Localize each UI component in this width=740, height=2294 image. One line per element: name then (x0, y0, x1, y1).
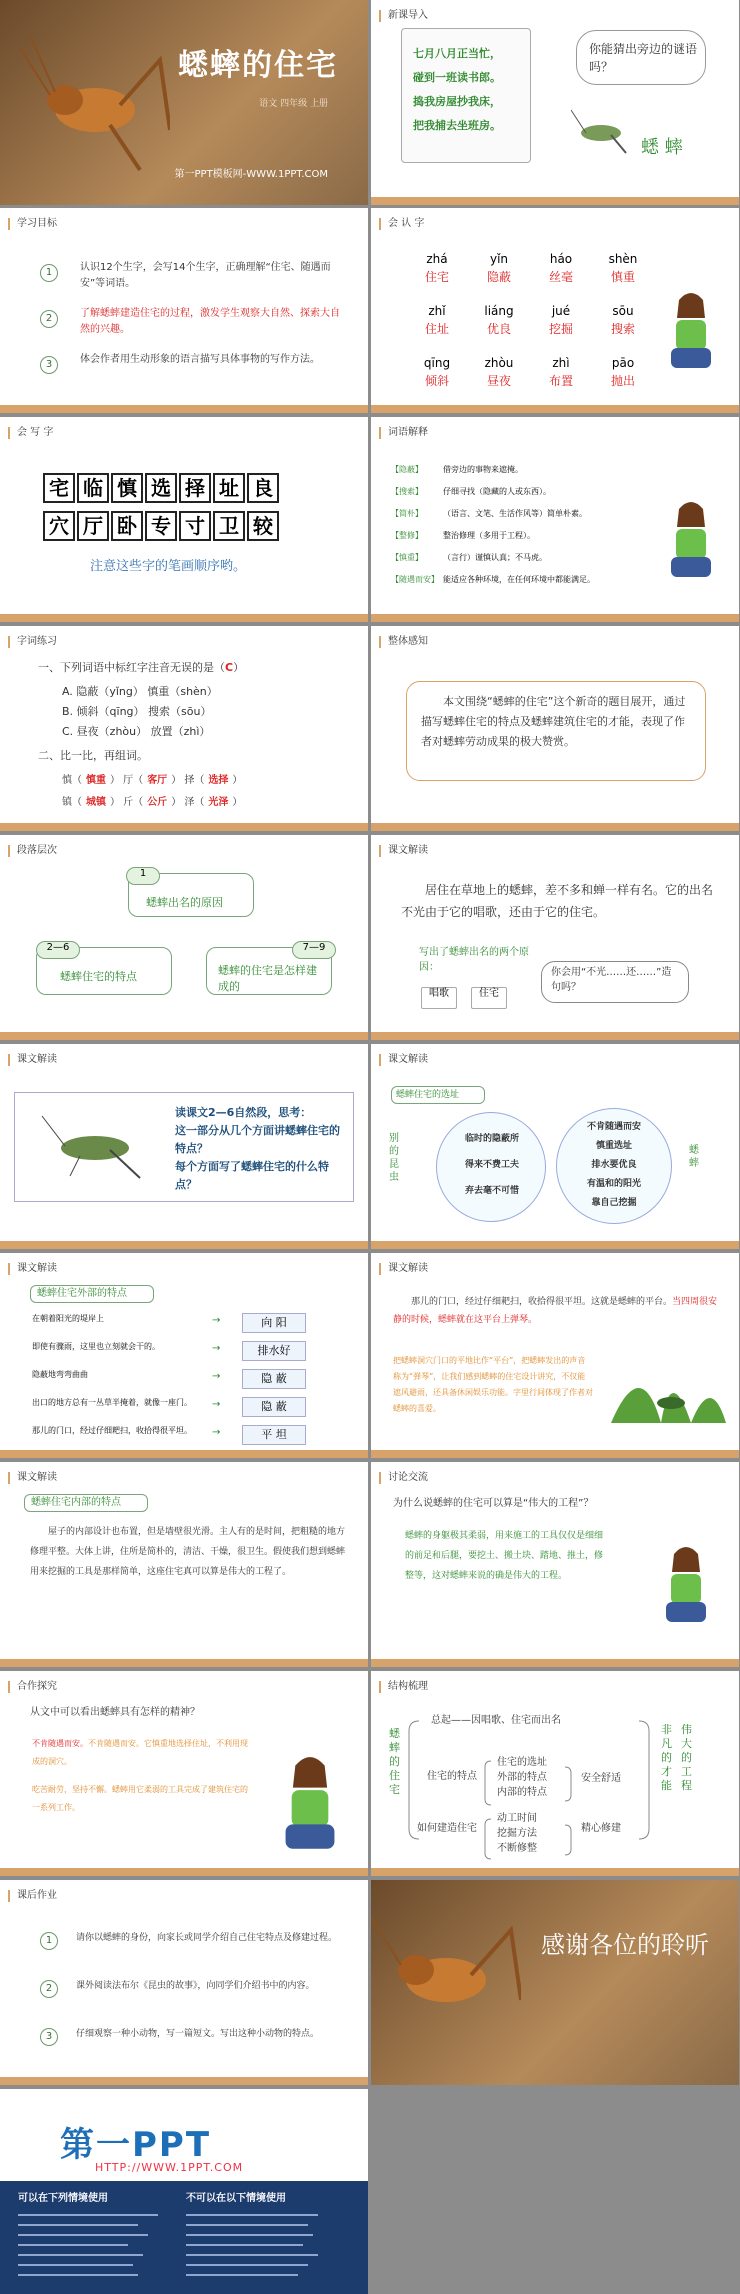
outline-m1-items: 住宅的选址 外部的特点 内部的特点 (497, 1757, 547, 1798)
pinyin-cell (533, 302, 589, 338)
discussion-answer: 蟋蟀的身躯极其柔弱，用来施工的工具仅仅是细细的前足和后腿，要挖土、搬土块、踏地、推土，修整等，这对蟋蟀来说的确是伟大的工程。 (405, 1531, 604, 1581)
vocab-item: 【随遇而安】 能适应各种环境，在任何环境中都能满足。 (391, 575, 595, 584)
slide-tag: 课后作业 (8, 1890, 57, 1902)
vocab-item: 【简朴】 （语言、文笔、生活作风等）简单朴素。 (391, 509, 587, 518)
write-char: 厅 (77, 511, 109, 541)
pinyin-cell (471, 354, 527, 390)
footer-right-title: 不可以在以下情境使用 (186, 2193, 286, 2204)
write-char: 寸 (179, 511, 211, 541)
slide-tag: 会 写 字 (8, 427, 53, 439)
outline-m1: 住宅的特点 (427, 1771, 477, 1782)
vocab-item: 【搜索】 仔细寻找（隐藏的人或东西）。 (391, 487, 551, 496)
child-reading-image (661, 497, 721, 587)
slide-tag: 课文解读 (8, 1263, 57, 1275)
interior-text: 屋子的内部设计也布置，但是墙壁很光滑。主人有的是时间，把粗糙的地方修理平整。大体上讲，住所是简朴的，清洁、干燥，很卫生。假使我们想到蟋蟀用来挖掘的工具是那样简单，这座住宅真可以算是伟大的工程了。 (30, 1527, 346, 1577)
grass-image (601, 1343, 731, 1428)
pinyin-cell (471, 250, 527, 286)
outline-left: 蟋蟀的住宅 (389, 1727, 400, 1796)
reading-text: 居住在草地上的蟋蟀，差不多和蝉一样有名。它的出名不光由于它的唱歌，还由于它的住宅。 (401, 883, 714, 919)
hw-2: 课外阅读法布尔《昆虫的故事》，向同学们介绍书中的内容。 (76, 1981, 315, 1991)
slide-recognize (371, 208, 739, 413)
pair-row: 镇（ 城镇 ） 斤（ 公斤 ） 泽（ 光泽 ） (62, 797, 243, 808)
discussion-question: 为什么说蟋蟀的住宅可以算是“伟大的工程”？ (393, 1498, 594, 1509)
child-reading-image (661, 288, 721, 378)
question-text: 你会用“不光……还……”造句吗？ (551, 967, 672, 993)
exterior-head: 蟋蟀住宅外部的特点 (30, 1285, 154, 1303)
pinyin-cell (409, 354, 465, 390)
write-row-1 (42, 473, 280, 503)
slide-intro (371, 0, 739, 205)
write-char: 较 (247, 511, 279, 541)
pinyin-cell (595, 354, 651, 390)
pinyin-cell (533, 250, 589, 286)
slide-overview (371, 626, 739, 831)
goal-2: 了解蟋蟀建造住宅的过程，激发学生观察大自然、探索大自然的兴趣。 (80, 308, 340, 335)
reading-questions: 读课文2—6自然段，思考： 这一部分从几个方面讲蟋蟀住宅的特点？ 每个方面写了蟋蟀住宅的什么特点？ (175, 1106, 340, 1191)
outline-m2-items: 动工时间 挖掘方法 不断修整 (497, 1813, 537, 1854)
interior-head: 蟋蟀住宅内部的特点 (24, 1494, 148, 1512)
slide-tag: 新课导入 (379, 10, 428, 22)
write-char: 专 (145, 511, 177, 541)
slide-tag: 段落层次 (8, 845, 57, 857)
exterior-row: 那儿的门口，经过仔细耙扫，收拾得很平坦。 → 平 坦 (32, 1423, 352, 1449)
exterior-row: 隐蔽地弯弯曲曲 → 隐 蔽 (32, 1367, 352, 1393)
slide-tag: 词语解释 (379, 427, 428, 439)
word: 优良 (486, 322, 511, 336)
slide-brand (0, 2089, 368, 2294)
write-char: 址 (213, 473, 245, 503)
exercise-q1: 一、下列词语中标红字注音无误的是（C） (38, 661, 245, 674)
word: 搜索 (610, 322, 635, 336)
other-insects-label: 别的昆虫 (389, 1133, 399, 1183)
slide-tag: 合作探究 (8, 1681, 57, 1693)
platform-text: 那儿的门口，经过仔细耙扫，收拾得很平坦。这就是蟋蟀的平台。当四周很安静的时候，蟋蟀就在这平台上弹琴。 (393, 1297, 718, 1325)
exercise-options: A. 隐蔽（yǐng） 慎重（shèn） B. 倾斜（qīng） 搜索（sōu） C. 昼夜（zhòu） 放置（zhì） (62, 685, 218, 738)
slide-reading-5 (371, 1253, 739, 1458)
slide-cooperate (0, 1671, 368, 1876)
slide-tag: 课文解读 (8, 1054, 57, 1066)
write-char: 择 (179, 473, 211, 503)
word: 住宅 (424, 270, 449, 284)
pinyin: háo (549, 252, 573, 266)
cricket-label: 蟋蟀 (689, 1145, 699, 1169)
footer-fine-print (18, 2209, 348, 2285)
slide-tag: 课文解读 (379, 845, 428, 857)
slide-tag: 整体感知 (379, 636, 428, 648)
write-row-2 (42, 511, 280, 541)
write-note: 注意这些字的笔画顺序哟。 (90, 559, 247, 574)
write-char: 选 (145, 473, 177, 503)
word: 丝毫 (548, 270, 573, 284)
word: 隐蔽 (486, 270, 511, 284)
vocab-item: 【慎重】 （言行）谨慎认真；不马虎。 (391, 553, 547, 562)
cooperate-answer-2: 吃苦耐劳，坚持不懈。蟋蟀用它柔弱的工具完成了建筑住宅的一系列工作。 (32, 1785, 248, 1812)
slide-reading-3 (371, 1044, 739, 1249)
slide-tag: 会 认 字 (379, 218, 424, 230)
word: 住址 (424, 322, 449, 336)
pinyin: qīng (423, 356, 451, 370)
goal-3: 体会作者用生动形象的语言描写具体事物的写作方法。 (80, 354, 320, 365)
outline-m2: 如何建造住宅 (417, 1823, 477, 1834)
outline-m2-result: 精心修建 (581, 1823, 621, 1834)
vocab-list (391, 459, 595, 591)
box-1-text: 蟋蟀出名的原因 (146, 896, 223, 909)
box-3-text: 蟋蟀的住宅是怎样建成的 (218, 964, 317, 993)
word: 布置 (548, 374, 573, 388)
slide-write (0, 417, 368, 622)
hw-num-1: 1 (40, 1928, 58, 1950)
brand-url: HTTP://WWW.1PPT.COM (95, 2161, 244, 2174)
slide-exercise (0, 626, 368, 831)
box-3-num: 7—9 (292, 941, 336, 959)
pinyin: zhì (552, 356, 570, 370)
write-char: 穴 (43, 511, 75, 541)
arrow-icon: → (212, 1371, 221, 1382)
slide-goals (0, 208, 368, 413)
pinyin-cell (409, 250, 465, 286)
pinyin-cell (533, 354, 589, 390)
hw-num-2: 2 (40, 1976, 58, 1998)
slide-cover (0, 0, 368, 205)
hw-3: 仔细观察一种小动物，写一篇短文。写出这种小动物的特点。 (76, 2029, 320, 2039)
outline-right-1: 非凡的才能 (661, 1723, 672, 1792)
slide-tag: 结构梳理 (379, 1681, 428, 1693)
slide-tag: 讨论交流 (379, 1472, 428, 1484)
platform-explain: 把蟋蟀洞穴门口的平地比作“平台”，把蟋蟀发出的声音称为“弹琴”，让我们感到蟋蟀的住宅设计讲究，不仅能遮风避雨，还具备休闲娱乐功能。字里行间体现了作者对蟋蟀的喜爱。 (393, 1356, 593, 1413)
slide-reading-1 (371, 835, 739, 1040)
write-char: 宅 (43, 473, 75, 503)
outline-m1-result: 安全舒适 (581, 1773, 621, 1784)
cricket-image (371, 1900, 521, 2050)
riddle-answer: 蟋 蟀 (641, 137, 683, 158)
slide-reading-6 (0, 1462, 368, 1667)
slide-discussion (371, 1462, 739, 1667)
exterior-row: 出口的地方总有一丛草半掩着，就像一座门。 → 隐 蔽 (32, 1395, 352, 1421)
slide-tag: 字词练习 (8, 636, 57, 648)
arrow-icon: → (212, 1343, 221, 1354)
cricket-icon (40, 1110, 150, 1180)
site-head: 蟋蟀住宅的选址 (391, 1086, 485, 1104)
slide-reading-2 (0, 1044, 368, 1249)
exterior-row: 在朝着阳光的堤岸上 → 向 阳 (32, 1311, 352, 1337)
goal-num-3: 3 (40, 352, 58, 374)
pinyin: shèn (608, 252, 638, 266)
cover-url: 第一PPT模板网-WWW.1PPT.COM (174, 169, 328, 180)
reason-1: 唱歌 (421, 987, 457, 1009)
riddle-question: 你能猜出旁边的谜语吗？ (589, 42, 698, 74)
exterior-row: 即使有骤雨，这里也立刻就会干的。 → 排水好 (32, 1339, 352, 1365)
slide-tag: 课文解读 (379, 1263, 428, 1275)
hw-1: 请你以蟋蟀的身份，向家长或同学介绍自己住宅特点及修建过程。 (76, 1933, 338, 1943)
vocab-item: 【整修】 整治修理（多用于工程）。 (391, 531, 535, 540)
goal-1: 认识12个生字，会写14个生字，正确理解“住宅、随遇而安”等词语。 (80, 262, 331, 289)
slide-outline (371, 1671, 739, 1876)
box-1-num: 1 (126, 867, 160, 885)
brand-logo: 第一PPT (60, 2125, 212, 2165)
cricket-icon (571, 105, 631, 155)
write-char: 慎 (111, 473, 143, 503)
write-char: 临 (77, 473, 109, 503)
word: 昼夜 (486, 374, 511, 388)
pinyin-cell (471, 302, 527, 338)
write-char: 卧 (111, 511, 143, 541)
pinyin: zhá (426, 252, 448, 266)
word: 挖掘 (548, 322, 573, 336)
slide-tag: 学习目标 (8, 218, 57, 230)
pair-row: 慎（ 慎重 ） 厅（ 客厅 ） 择（ 选择 ） (62, 775, 243, 786)
footer-left-title: 可以在下列情境使用 (18, 2193, 108, 2204)
cover-title: 蟋蟀的住宅 (178, 48, 338, 83)
box-2-num: 2—6 (36, 941, 80, 959)
riddle: 七月八月正当忙， 碰到一班读书郎。 捣我房屋抄我床， 把我捕去坐班房。 (413, 47, 501, 132)
pinyin-cell (595, 250, 651, 286)
circle-right-text: 不肯随遇而安 慎重选址 排水要优良 有温和的阳光 靠自己挖掘 (586, 1122, 641, 1208)
circle-left-text: 临时的隐蔽所 得来不费工夫 弃去毫不可惜 (464, 1134, 519, 1196)
hw-num-3: 3 (40, 2024, 58, 2046)
slide-thanks (371, 1880, 739, 2085)
outline-brackets (405, 1711, 705, 1861)
reason-2: 住宅 (471, 987, 507, 1009)
pinyin: yǐn (489, 252, 509, 266)
goal-num-2: 2 (40, 306, 58, 328)
pinyin: liáng (484, 304, 514, 318)
cooperate-question: 从文中可以看出蟋蟀具有怎样的精神？ (30, 1707, 200, 1718)
slide-vocab (371, 417, 739, 622)
outline-right-2: 伟大的工程 (681, 1723, 692, 1792)
cooperate-answer-1: 不肯随遇而安。不肯随遇而安。它慎重地选择住址，不利用现成的洞穴。 (32, 1739, 248, 1766)
goal-num-1: 1 (40, 260, 58, 282)
word: 慎重 (610, 270, 635, 284)
slide-homework (0, 1880, 368, 2085)
pinyin-cell (409, 302, 465, 338)
slide-reading-4 (0, 1253, 368, 1458)
pinyin-cell (595, 302, 651, 338)
outline-top: 总起——因唱歌、住宅而出名 (431, 1715, 561, 1726)
thanks-text: 感谢各位的聆听 (541, 1931, 709, 1959)
pinyin: sōu (612, 304, 634, 318)
vocab-item: 【隐蔽】 借旁边的事物来遮掩。 (391, 465, 523, 474)
slide-tag: 课文解读 (379, 1054, 428, 1066)
arrow-icon: → (212, 1399, 221, 1410)
cover-subtitle: 语文 四年级 上册 (259, 99, 328, 109)
pinyin: zhǐ (428, 304, 446, 318)
arrow-icon: → (212, 1427, 221, 1438)
cricket-image (20, 30, 170, 180)
overview-text: 本文围绕“蟋蟀的住宅”这个新奇的题目展开，通过描写蟋蟀住宅的特点及蟋蟀建筑住宅的才能，表现了作者对蟋蟀劳动成果的极大赞赏。 (421, 695, 686, 748)
pinyin: jué (551, 304, 571, 318)
write-char: 良 (247, 473, 279, 503)
arrow-icon: → (212, 1315, 221, 1326)
exercise-pairs (62, 770, 242, 814)
pinyin: pāo (611, 356, 635, 370)
slide-tag: 课文解读 (8, 1472, 57, 1484)
reading-note: 写出了蟋蟀出名的两个原因： (419, 947, 529, 973)
child-reading-image (270, 1751, 350, 1861)
pinyin: zhòu (484, 356, 514, 370)
word: 倾斜 (424, 374, 449, 388)
exercise-q2: 二、比一比，再组词。 (38, 749, 148, 762)
child-reading-image (656, 1542, 716, 1632)
slide-structure (0, 835, 368, 1040)
write-char: 卫 (213, 511, 245, 541)
word: 抛出 (610, 374, 635, 388)
box-2-text: 蟋蟀住宅的特点 (60, 970, 137, 983)
